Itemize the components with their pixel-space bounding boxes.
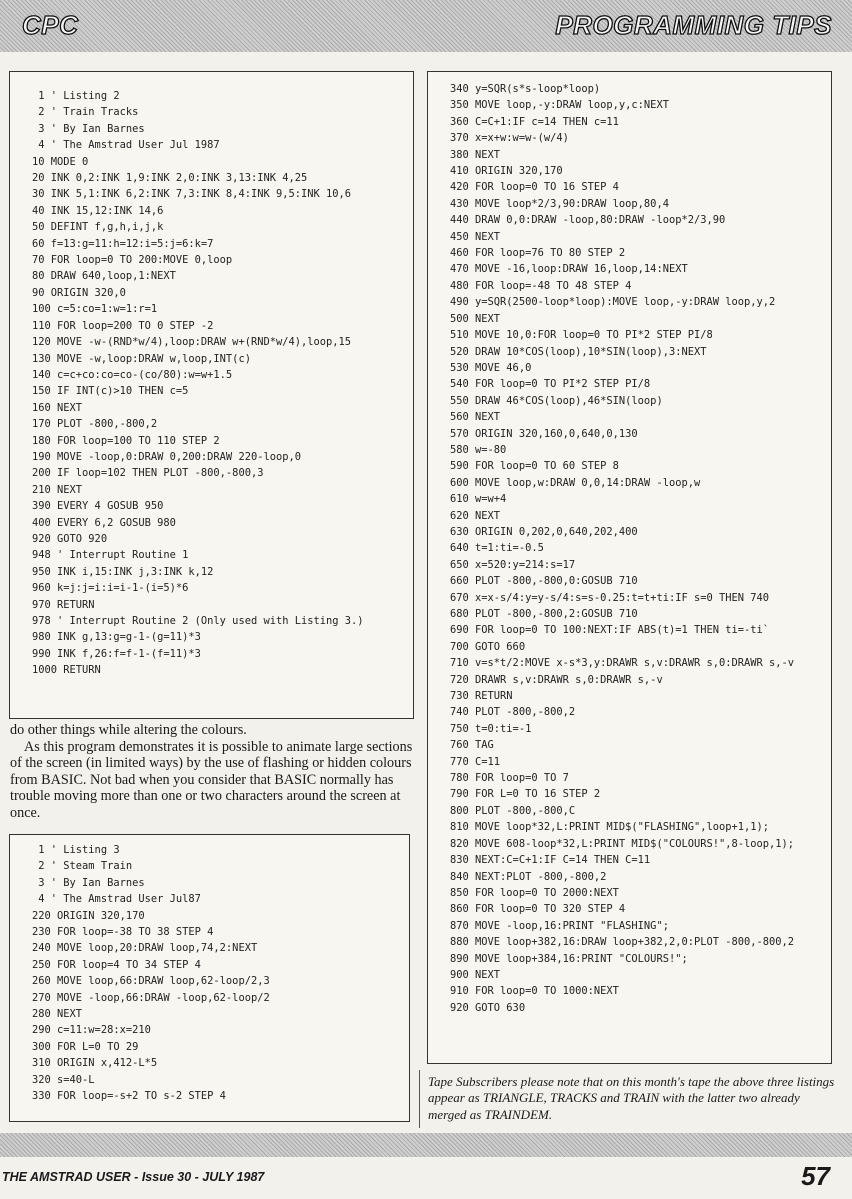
- code-line: 160 NEXT: [32, 401, 83, 414]
- code-line: 680 PLOT -800,-800,2:GOSUB 710: [450, 608, 638, 620]
- code-line: 910 FOR loop=0 TO 1000:NEXT: [450, 985, 619, 998]
- code-line: 300 FOR L=0 TO 29: [32, 1040, 139, 1053]
- code-line: 370 x=x+w:w=w-(w/4): [450, 132, 569, 145]
- code-line: 170 PLOT -800,-800,2: [32, 418, 158, 431]
- code-line: 990 INK f,26:f=f-1-(f=11)*3: [32, 647, 201, 660]
- listing-3-code: [32, 842, 409, 1105]
- code-line: 4 ' The Amstrad User Jul87: [32, 893, 201, 906]
- code-line: 220 ORIGIN 320,170: [32, 909, 145, 922]
- code-line: 700 GOTO 660: [450, 640, 526, 653]
- code-line: 1 ' Listing 3: [32, 844, 120, 856]
- code-line: 640 t=1:ti=-0.5: [450, 542, 544, 555]
- code-line: 270 MOVE -loop,66:DRAW -loop,62-loop/2: [32, 991, 270, 1004]
- code-line: 540 FOR loop=0 TO PI*2 STEP PI/8: [450, 378, 651, 391]
- code-line: 490 y=SQR(2500-loop*loop):MOVE loop,-y:DRAW loop,y,2: [450, 296, 776, 309]
- code-line: 240 MOVE loop,20:DRAW loop,74,2:NEXT: [32, 942, 258, 955]
- column-divider: [419, 1070, 420, 1128]
- code-line: 250 FOR loop=4 TO 34 STEP 4: [32, 958, 201, 971]
- code-line: 610 w=w+4: [450, 493, 507, 506]
- code-line: 1000 RETURN: [32, 664, 101, 677]
- page-header: [0, 0, 852, 52]
- code-line: 350 MOVE loop,-y:DRAW loop,y,c:NEXT: [450, 99, 669, 112]
- code-line: 790 FOR L=0 TO 16 STEP 2: [450, 788, 601, 801]
- code-line: 920 GOTO 920: [32, 532, 108, 545]
- code-line: 880 MOVE loop+382,16:DRAW loop+382,2,0:PLOT -800,-800,2: [450, 936, 795, 949]
- code-line: 730 RETURN: [450, 690, 513, 703]
- footer-band: [0, 1133, 852, 1157]
- code-line: 2 ' Steam Train: [32, 860, 133, 873]
- code-line: 180 FOR loop=100 TO 110 STEP 2: [32, 434, 220, 447]
- code-line: 60 f=13:g=11:h=12:i=5:j=6:k=7: [32, 237, 214, 250]
- code-line: 500 NEXT: [450, 312, 501, 325]
- code-line: 850 FOR loop=0 TO 2000:NEXT: [450, 886, 619, 899]
- code-line: 3 ' By Ian Barnes: [32, 122, 145, 135]
- code-line: 950 INK i,15:INK j,3:INK k,12: [32, 565, 214, 578]
- code-line: 450 NEXT: [450, 230, 501, 243]
- code-line: 360 C=C+1:IF c=14 THEN c=11: [450, 115, 619, 128]
- code-line: 960 k=j:j=i:i=i-1-(i=5)*6: [32, 582, 189, 595]
- code-line: 130 MOVE -w,loop:DRAW w,loop,INT(c): [32, 352, 251, 365]
- code-line: 80 DRAW 640,loop,1:NEXT: [32, 270, 176, 283]
- code-line: 460 FOR loop=76 TO 80 STEP 2: [450, 247, 626, 260]
- code-line: 920 GOTO 630: [450, 1001, 526, 1014]
- code-line: 4 ' The Amstrad User Jul 1987: [32, 139, 220, 152]
- code-line: 440 DRAW 0,0:DRAW -loop,80:DRAW -loop*2/3,90: [450, 214, 726, 227]
- article-body: [10, 722, 414, 822]
- code-line: 10 MODE 0: [32, 155, 89, 168]
- code-line: 230 FOR loop=-38 TO 38 STEP 4: [32, 926, 214, 939]
- listing-3-box: [9, 834, 410, 1122]
- code-line: 530 MOVE 46,0: [450, 361, 532, 374]
- code-line: 948 ' Interrupt Routine 1: [32, 549, 189, 562]
- code-line: 280 NEXT: [32, 1008, 83, 1021]
- code-line: 970 RETURN: [32, 598, 95, 611]
- code-line: 40 INK 15,12:INK 14,6: [32, 204, 164, 217]
- code-line: 520 DRAW 10*COS(loop),10*SIN(loop),3:NEXT: [450, 345, 707, 358]
- code-line: 430 MOVE loop*2/3,90:DRAW loop,80,4: [450, 197, 669, 210]
- code-line: 320 s=40-L: [32, 1073, 95, 1086]
- code-line: 690 FOR loop=0 TO 100:NEXT:IF ABS(t)=1 THEN ti=-ti`: [450, 624, 770, 637]
- body-paragraph: do other things while altering the colours.: [10, 722, 247, 738]
- code-line: 590 FOR loop=0 TO 60 STEP 8: [450, 460, 619, 473]
- code-line: 3 ' By Ian Barnes: [32, 876, 145, 889]
- code-line: 340 y=SQR(s*s-loop*loop): [450, 83, 601, 95]
- code-line: 840 NEXT:PLOT -800,-800,2: [450, 870, 607, 883]
- code-line: 420 FOR loop=0 TO 16 STEP 4: [450, 181, 619, 194]
- code-line: 820 MOVE 608-loop*32,L:PRINT MID$("COLOURS!",8-loop,1);: [450, 837, 795, 850]
- code-line: 70 FOR loop=0 TO 200:MOVE 0,loop: [32, 254, 233, 267]
- code-line: 110 FOR loop=200 TO 0 STEP -2: [32, 319, 214, 332]
- code-line: 470 MOVE -16,loop:DRAW 16,loop,14:NEXT: [450, 263, 688, 276]
- code-line: 190 MOVE -loop,0:DRAW 0,200:DRAW 220-loop,0: [32, 450, 301, 463]
- code-line: 670 x=x-s/4:y=y-s/4:s=s-0.25:t=t+ti:IF s=0 THEN 740: [450, 591, 770, 604]
- code-line: 600 MOVE loop,w:DRAW 0,0,14:DRAW -loop,w: [450, 476, 701, 489]
- code-line: 770 C=11: [450, 755, 501, 768]
- code-line: 978 ' Interrupt Routine 2 (Only used with Listing 3.): [32, 615, 364, 627]
- code-line: 90 ORIGIN 320,0: [32, 286, 126, 299]
- tape-subscribers-note: Tape Subscribers please note that on this month's tape the above three listings appear as TRIANGLE, TRACKS and TRAIN with the latter two already merged as TRAINDEM.: [428, 1074, 835, 1122]
- code-line: 740 PLOT -800,-800,2: [450, 706, 576, 719]
- code-line: 510 MOVE 10,0:FOR loop=0 TO PI*2 STEP PI/8: [450, 329, 713, 342]
- code-line: 890 MOVE loop+384,16:PRINT "COLOURS!";: [450, 952, 688, 965]
- code-line: 750 t=0:ti=-1: [450, 722, 532, 735]
- code-line: 310 ORIGIN x,412-L*5: [32, 1057, 158, 1070]
- code-line: 870 MOVE -loop,16:PRINT "FLASHING";: [450, 919, 669, 932]
- code-line: 410 ORIGIN 320,170: [450, 165, 563, 178]
- code-line: 380 NEXT: [450, 148, 501, 161]
- code-line: 710 v=s*t/2:MOVE x-s*3,y:DRAWR s,v:DRAWR s,0:DRAWR s,-v: [450, 657, 795, 670]
- code-line: 900 NEXT: [450, 968, 501, 981]
- code-line: 810 MOVE loop*32,L:PRINT MID$("FLASHING",loop+1,1);: [450, 821, 770, 834]
- code-line: 290 c=11:w=28:x=210: [32, 1024, 151, 1037]
- section-tag: CPC: [22, 10, 79, 40]
- listing-2-box: [9, 71, 414, 719]
- code-line: 20 INK 0,2:INK 1,9:INK 2,0:INK 3,13:INK 4,25: [32, 172, 308, 185]
- publication-info: THE AMSTRAD USER - Issue 30 - JULY 1987: [2, 1170, 265, 1184]
- code-line: 580 w=-80: [450, 443, 507, 456]
- page-title: PROGRAMMING TIPS: [555, 10, 832, 40]
- code-line: 30 INK 5,1:INK 6,2:INK 7,3:INK 8,4:INK 9,5:INK 10,6: [32, 188, 352, 201]
- code-line: 150 IF INT(c)>10 THEN c=5: [32, 385, 189, 398]
- code-line: 120 MOVE -w-(RND*w/4),loop:DRAW w+(RND*w/4),loop,15: [32, 336, 352, 349]
- code-line: 550 DRAW 46*COS(loop),46*SIN(loop): [450, 394, 663, 407]
- code-line: 210 NEXT: [32, 483, 83, 496]
- listing-2-code: [32, 88, 413, 679]
- code-line: 100 c=5:co=1:w=1:r=1: [32, 303, 158, 316]
- code-line: 140 c=c+co:co=co-(co/80):w=w+1.5: [32, 368, 233, 381]
- code-line: 760 TAG: [450, 739, 494, 752]
- code-line: 720 DRAWR s,v:DRAWR s,0:DRAWR s,-v: [450, 673, 663, 686]
- code-line: 390 EVERY 4 GOSUB 950: [32, 500, 164, 513]
- code-line: 330 FOR loop=-s+2 TO s-2 STEP 4: [32, 1090, 226, 1103]
- code-line: 860 FOR loop=0 TO 320 STEP 4: [450, 903, 626, 916]
- code-line: 780 FOR loop=0 TO 7: [450, 772, 569, 785]
- code-line: 480 FOR loop=-48 TO 48 STEP 4: [450, 279, 632, 292]
- code-line: 1 ' Listing 2: [32, 90, 120, 102]
- body-paragraph: As this program demonstrates it is possible to animate large sections of the screen (in limited ways) by the use of flashing or hidden colours from BASIC. Not bad when you consider that BASIC normally has trouble moving more than one or two characters around the screen at once.: [10, 738, 413, 821]
- code-line: 980 INK g,13:g=g-1-(g=11)*3: [32, 631, 201, 644]
- code-line: 200 IF loop=102 THEN PLOT -800,-800,3: [32, 467, 264, 480]
- code-line: 830 NEXT:C=C+1:IF C=14 THEN C=11: [450, 854, 651, 867]
- code-line: 800 PLOT -800,-800,C: [450, 804, 576, 817]
- code-line: 660 PLOT -800,-800,0:GOSUB 710: [450, 575, 638, 588]
- code-line: 400 EVERY 6,2 GOSUB 980: [32, 516, 176, 529]
- code-line: 560 NEXT: [450, 411, 501, 424]
- listing-3-continued-box: [427, 71, 832, 1064]
- code-line: 630 ORIGIN 0,202,0,640,202,400: [450, 525, 638, 538]
- code-line: 570 ORIGIN 320,160,0,640,0,130: [450, 427, 638, 440]
- code-line: 650 x=520:y=214:s=17: [450, 558, 576, 571]
- page-number: 57: [801, 1161, 830, 1191]
- code-line: 620 NEXT: [450, 509, 501, 522]
- listing-3-continued-code: [450, 81, 831, 1016]
- code-line: 50 DEFINT f,g,h,i,j,k: [32, 221, 164, 234]
- code-line: 260 MOVE loop,66:DRAW loop,62-loop/2,3: [32, 975, 270, 988]
- code-line: 2 ' Train Tracks: [32, 106, 139, 119]
